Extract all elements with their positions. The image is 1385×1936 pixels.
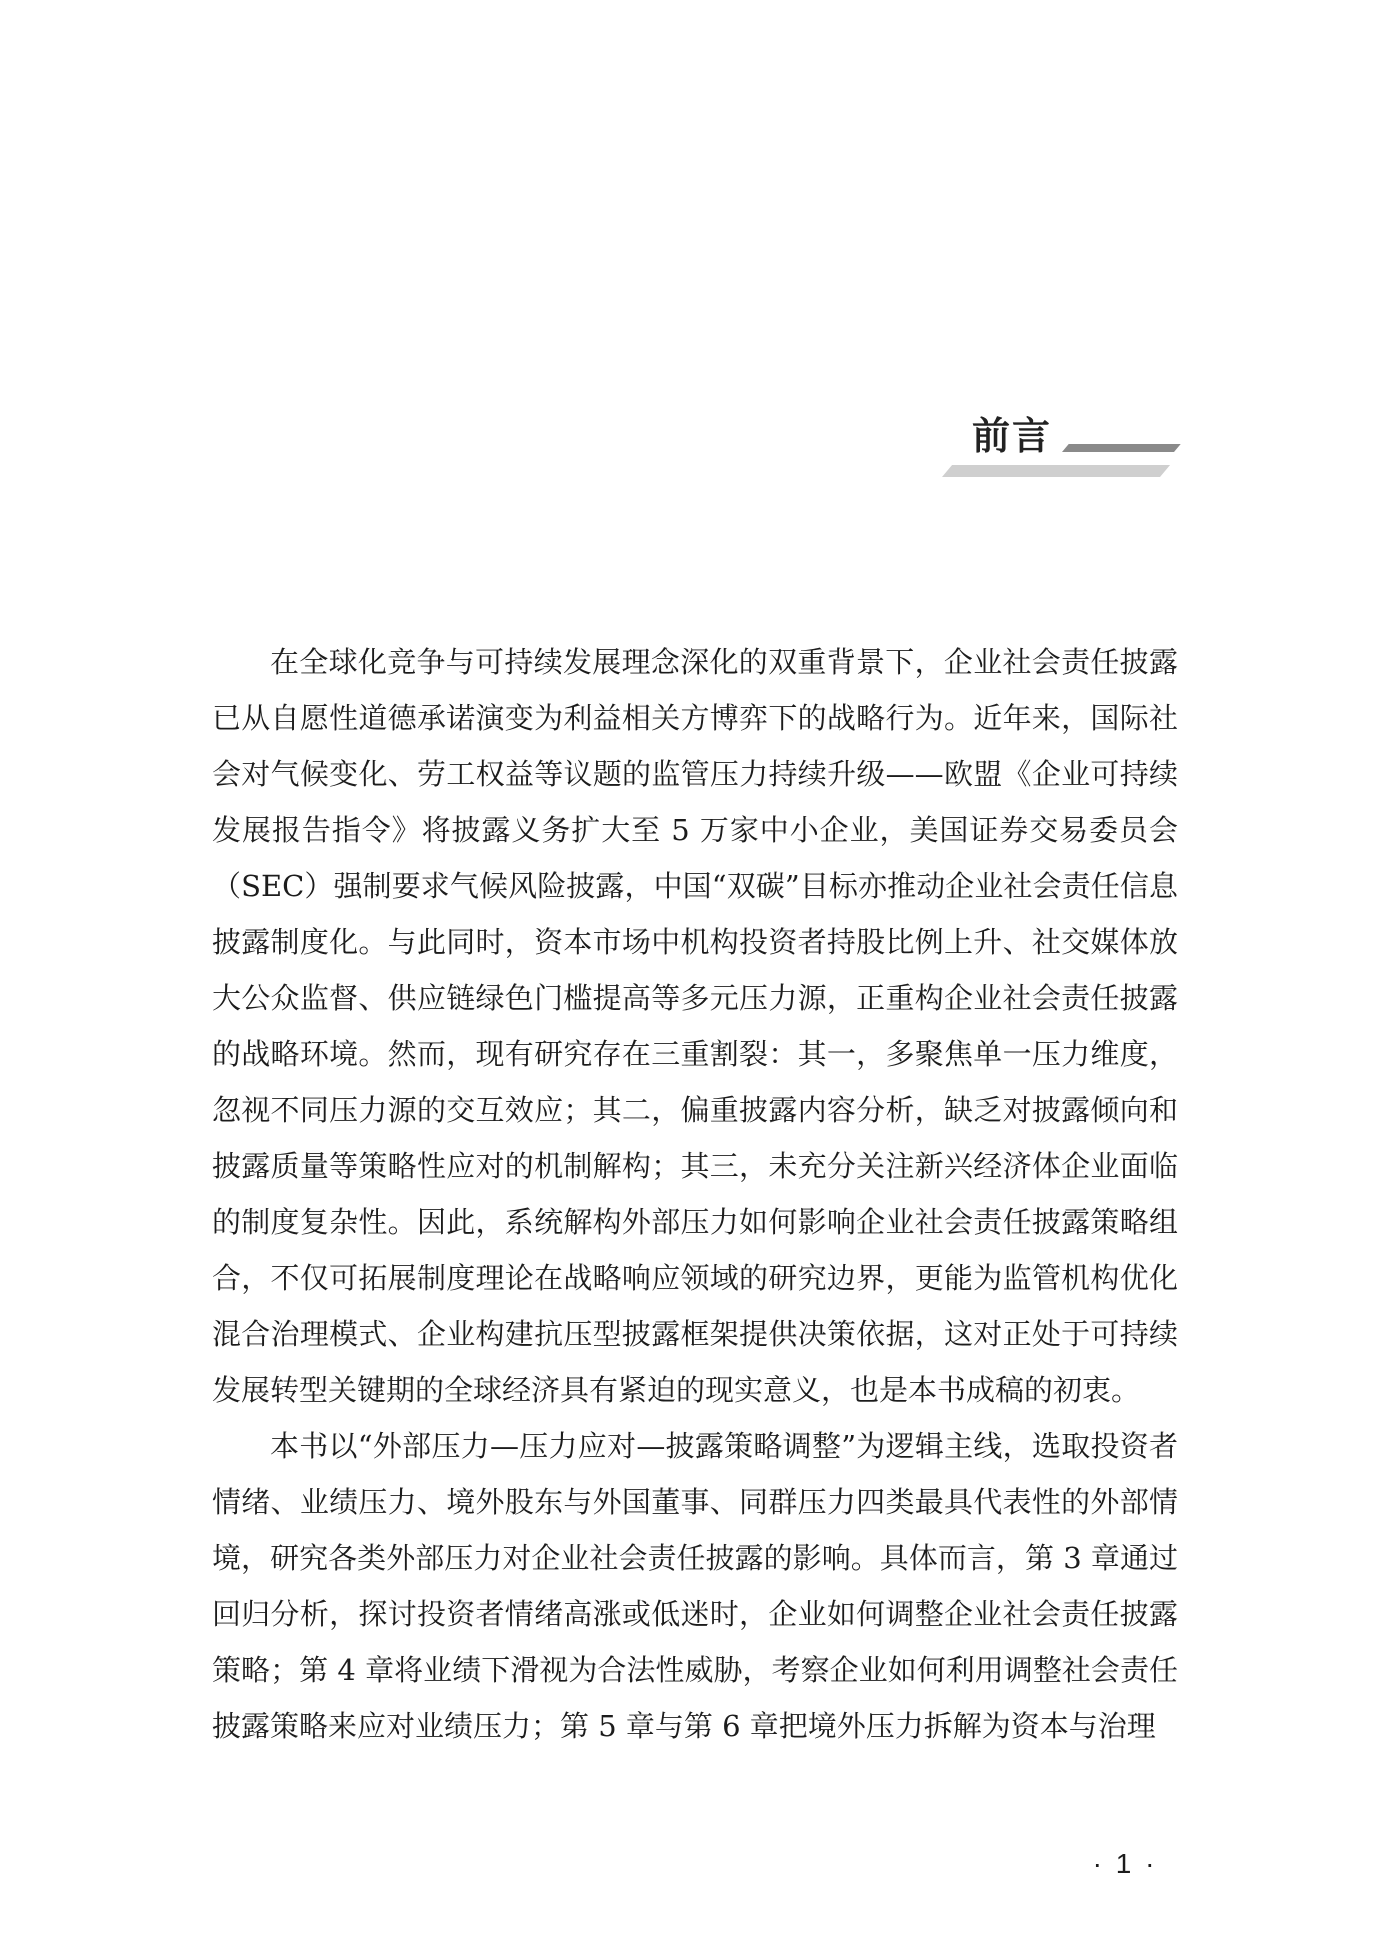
body-text [212, 634, 1178, 1754]
heading-decoration-bar-dark [1062, 444, 1181, 452]
heading-decoration-bar-light [942, 465, 1170, 477]
chapter-title: 前言 [972, 414, 1053, 458]
paragraph: 本书以“外部压力—压力应对—披露策略调整”为逻辑主线，选取投资者情绪、业绩压力、境外股东与外国董事、同群压力四类最具代表性的外部情境，研究各类外部压力对企业社会责任披露的影响。具体而言，第 3 章通过回归分析，探讨投资者情绪高涨或低迷时，企业如何调整企业社会责任披露策略；第 4 章将业绩下滑视为合法性威胁，考察企业如何利用调整社会责任披露策略来应对业绩压力；第 5 章与第 6 章把境外压力拆解为资本与治理 [212, 1429, 1178, 1743]
chapter-heading [920, 412, 1180, 482]
paragraph: 在全球化竞争与可持续发展理念深化的双重背景下，企业社会责任披露已从自愿性道德承诺演变为利益相关方博弈下的战略行为。近年来，国际社会对气候变化、劳工权益等议题的监管压力持续升级——欧盟《企业可持续发展报告指令》将披露义务扩大至 5 万家中小企业，美国证券交易委员会（SEC）强制要求气候风险披露，中国“双碳”目标亦推动企业社会责任信息披露制度化。与此同时，资本市场中机构投资者持股比例上升、社交媒体放大公众监督、供应链绿色门槛提高等多元压力源，正重构企业社会责任披露的战略环境。然而，现有研究存在三重割裂：其一，多聚焦单一压力维度，忽视不同压力源的交互效应；其二，偏重披露内容分析，缺乏对披露倾向和披露质量等策略性应对的机制解构；其三，未充分关注新兴经济体企业面临的制度复杂性。因此，系统解构外部压力如何影响企业社会责任披露策略组合，不仅可拓展制度理论在战略响应领域的研究边界，更能为监管机构优化混合治理模式、企业构建抗压型披露框架提供决策依据，这对正处于可持续发展转型关键期的全球经济具有紧迫的现实意义，也是本书成稿的初衷。 [212, 645, 1178, 1407]
page-number: · 1 · [1092, 1848, 1158, 1879]
